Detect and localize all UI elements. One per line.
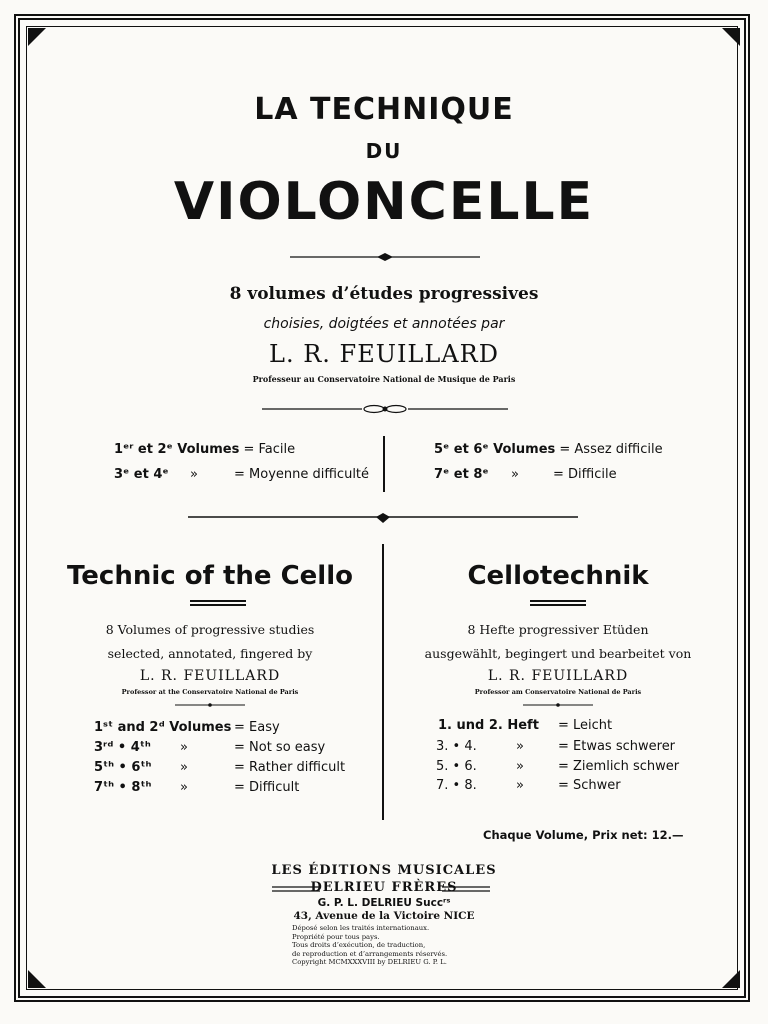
corner-ornament-top-left-icon [28,28,46,46]
legal-line: de reproduction et d’arrangements réservés. [292,949,448,958]
level-volumes: 7ᵗʰ • 8ᵗʰ [94,780,152,795]
level-ditto: » [516,739,524,754]
level-description: = Leicht [558,718,613,733]
english-professor: Professor at the Conservatoire National de Paris [121,688,299,696]
corner-ornament-top-right-icon [722,28,740,46]
subtitle-chosen: choisies, doigtées et annotées par [263,316,505,332]
section-divider-icon [188,512,578,524]
ornament-divider-icon [290,252,480,262]
level-ditto: » [180,760,188,775]
title-line-3: VIOLONCELLE [173,172,595,232]
level-volumes: 5ᵗʰ • 6ᵗʰ [94,760,152,775]
german-title: Cellotechnik [467,561,649,591]
legal-line: Propriété pour tous pays. [292,932,380,941]
legal-line: Déposé selon les traités internationaux. [292,924,430,932]
legal-line: Copyright MCMXXXVIII by DELRIEU G. P. L. [292,958,447,967]
author-title: Professeur au Conservatoire National de Musique de Paris [252,374,516,384]
level-ditto: » [190,467,198,482]
column-divider [383,436,385,492]
title-line-1: LA TECHNIQUE [254,92,514,127]
level-ditto: » [516,778,524,793]
level-description: = Moyenne difficulté [234,467,370,482]
small-divider-icon [175,702,245,708]
level-volumes: 3. • 4. [436,739,477,754]
subtitle-volumes: 8 volumes d’études progressives [229,284,539,304]
small-divider-icon [523,702,593,708]
english-subtitle: 8 Volumes of progressive studies [105,622,315,637]
level-volumes: 1ᵉʳ et 2ᵉ Volumes [114,442,240,457]
level-description: = Not so easy [234,740,326,755]
level-volumes: 1. und 2. Heft [438,718,539,733]
level-volumes: 7. • 8. [436,778,477,793]
german-professor: Professor am Conservatoire National de Paris [474,688,642,696]
title-underline [190,600,246,606]
level-description: = Rather difficult [234,760,346,775]
english-title: Technic of the Cello [67,561,353,591]
level-volumes: 5. • 6. [436,759,477,774]
english-author: L. R. FEUILLARD [139,668,281,684]
publisher-line-1: LES ÉDITIONS MUSICALES [271,863,497,878]
level-description: = Etwas schwerer [558,739,676,754]
level-volumes: 3ʳᵈ • 4ᵗʰ [94,740,151,755]
level-ditto: » [180,780,188,795]
german-author: L. R. FEUILLARD [487,668,629,684]
legal-notice [292,924,447,967]
english-subtitle: selected, annotated, fingered by [107,646,313,661]
level-row [114,442,295,457]
title-underline [530,600,586,606]
corner-ornament-bottom-right-icon [722,970,740,988]
author-name: L. R. FEUILLARD [269,340,499,368]
level-description: = Difficult [234,780,300,795]
level-ditto: » [516,759,524,774]
inner-border [26,26,738,990]
level-row [114,467,169,482]
level-description: = Ziemlich schwer [558,759,680,774]
level-description: = Difficile [553,467,617,482]
publisher-line-3: G. P. L. DELRIEU Succʳˢ [317,897,451,909]
level-volumes: 7ᵉ et 8ᵉ [434,467,489,482]
german-subtitle: ausgewählt, begingert und bearbeitet von [424,646,692,661]
publisher-line-2: DELRIEU FRÈRES [310,880,458,895]
corner-ornament-bottom-left-icon [28,970,46,988]
level-description: = Schwer [558,778,621,793]
level-row [434,442,663,457]
level-row [434,467,489,482]
level-volumes: 3ᵉ et 4ᵉ [114,467,169,482]
publisher-address: 43, Avenue de la Victoire NICE [293,910,475,922]
scroll-divider-icon [262,403,508,415]
level-volumes: 5ᵉ et 6ᵉ Volumes [434,442,556,457]
level-ditto: » [511,467,519,482]
level-description: = Assez difficile [559,442,663,457]
price-label: Chaque Volume, Prix net: 12.— [483,828,684,842]
column-divider [382,544,384,820]
level-ditto: » [180,740,188,755]
level-description: = Easy [234,720,280,735]
level-description: = Facile [243,442,296,457]
title-line-2: DU [365,139,403,163]
level-volumes: 1ˢᵗ and 2ᵈ Volumes [94,720,232,735]
double-rule-icon [442,885,490,893]
german-subtitle: 8 Hefte progressiver Etüden [467,622,649,637]
legal-line: Tous droits d’exécution, de traduction, [292,941,426,950]
